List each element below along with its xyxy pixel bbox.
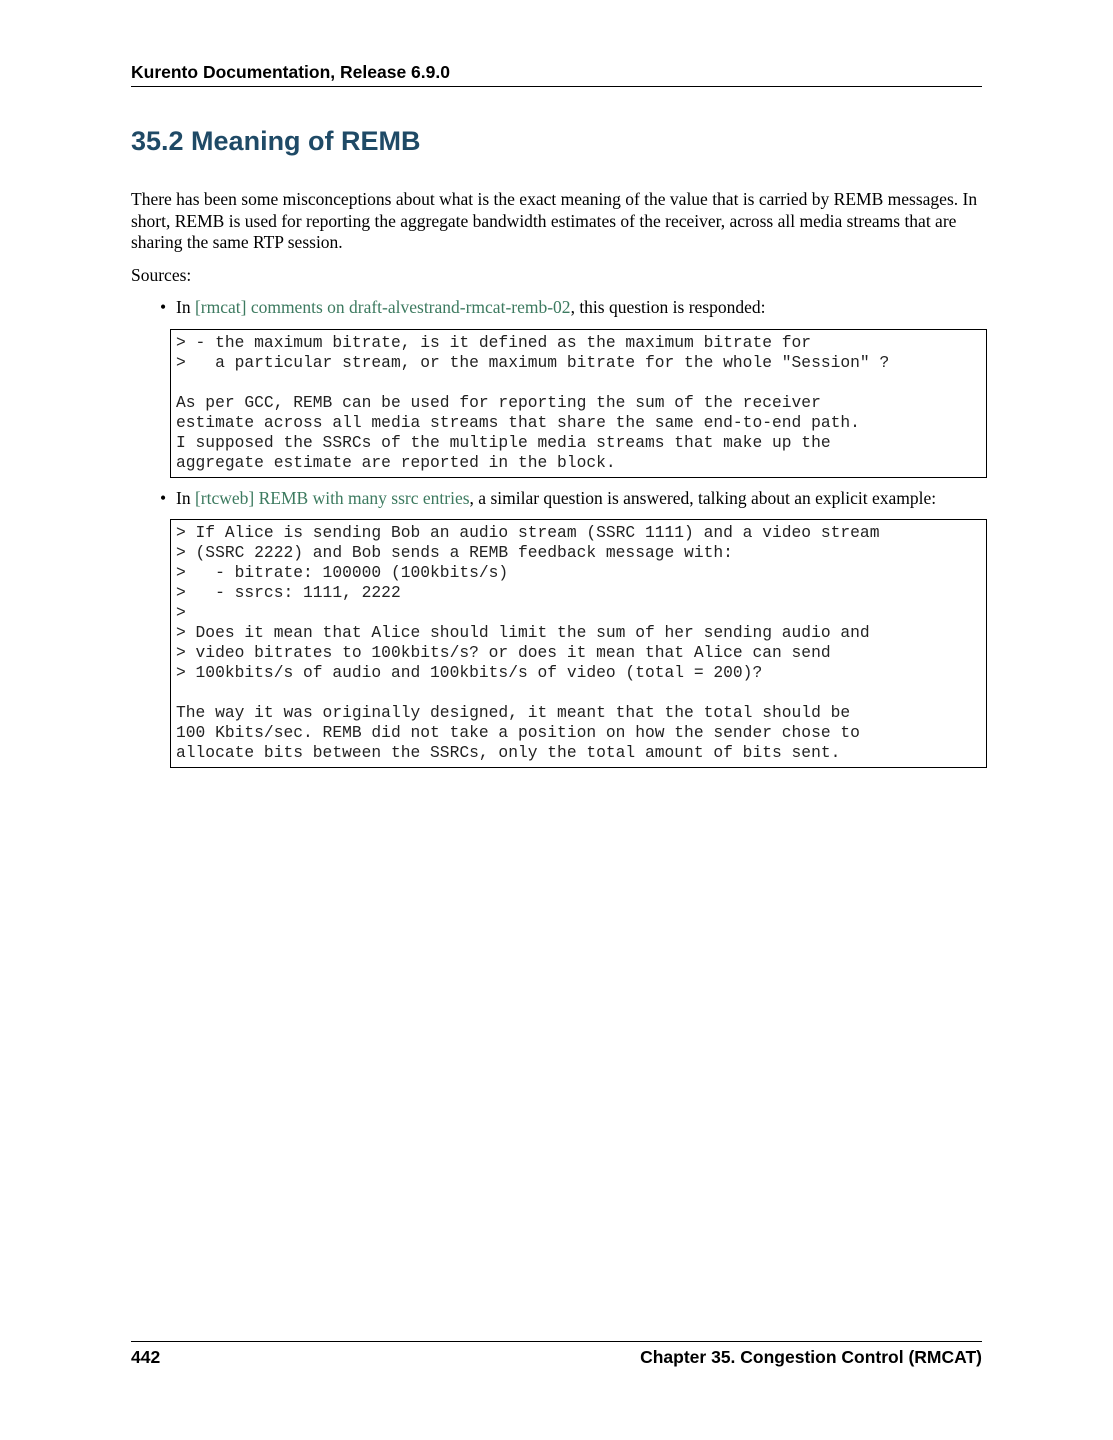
item-suffix: , a similar question is answered, talking about an explicit example:	[469, 487, 937, 508]
page-footer	[131, 1341, 982, 1368]
list-item	[131, 297, 982, 478]
intro-paragraph: There has been some misconceptions about what is the exact meaning of the value that is carried by REMB messages. In short, REMB is used for reporting the aggregate bandwidth estimates of the receiver, across all media streams that are sharing the same RTP session.	[131, 189, 978, 252]
page-number: 442	[131, 1347, 161, 1367]
code-block: > - the maximum bitrate, is it defined as the maximum bitrate for > a particular stream, or the maximum bitrate for the whole "Session" ? As per GCC, REMB can be used for reporting the sum of the receiver estimate across all media streams that share the same end-to-end path. I supposed the SSRCs of the multiple media streams that make up the aggregate estimate are reported in the block.	[170, 329, 987, 478]
source-link-rtcweb[interactable]: [rtcweb] REMB with many ssrc entries	[194, 487, 470, 508]
bullet-icon: •	[160, 297, 167, 317]
sources-list	[131, 297, 982, 768]
running-header: Kurento Documentation, Release 6.9.0	[131, 62, 982, 87]
item-prefix: In	[176, 487, 195, 508]
item-prefix: In	[176, 297, 195, 317]
list-item	[131, 488, 982, 769]
section-title: 35.2 Meaning of REMB	[131, 126, 421, 156]
sources-label: Sources:	[131, 264, 192, 285]
chapter-title: Chapter 35. Congestion Control (RMCAT)	[640, 1347, 982, 1367]
item-suffix: , this question is responded:	[570, 297, 766, 317]
source-link-rmcat[interactable]: [rmcat] comments on draft-alvestrand-rmcat-remb-02	[194, 297, 571, 317]
section-body	[131, 189, 982, 778]
bullet-icon: •	[160, 487, 167, 508]
code-block: > If Alice is sending Bob an audio stream (SSRC 1111) and a video stream > (SSRC 2222) and Bob sends a REMB feedback message with: > - bitrate: 100000 (100kbits/s) > - ssrcs: 1111, 2222 > > Does it mean that Alice should limit the sum of her sending audio and > video bitrates to 100kbits/s? or does it mean that Alice can send > 100kbits/s of audio and 100kbits/s of video (total = 200)? The way it was originally designed, it meant that the total should be 100 Kbits/sec. REMB did not take a position on how the sender chose to allocate bits between the SSRCs, only the total amount of bits sent.	[170, 519, 987, 768]
